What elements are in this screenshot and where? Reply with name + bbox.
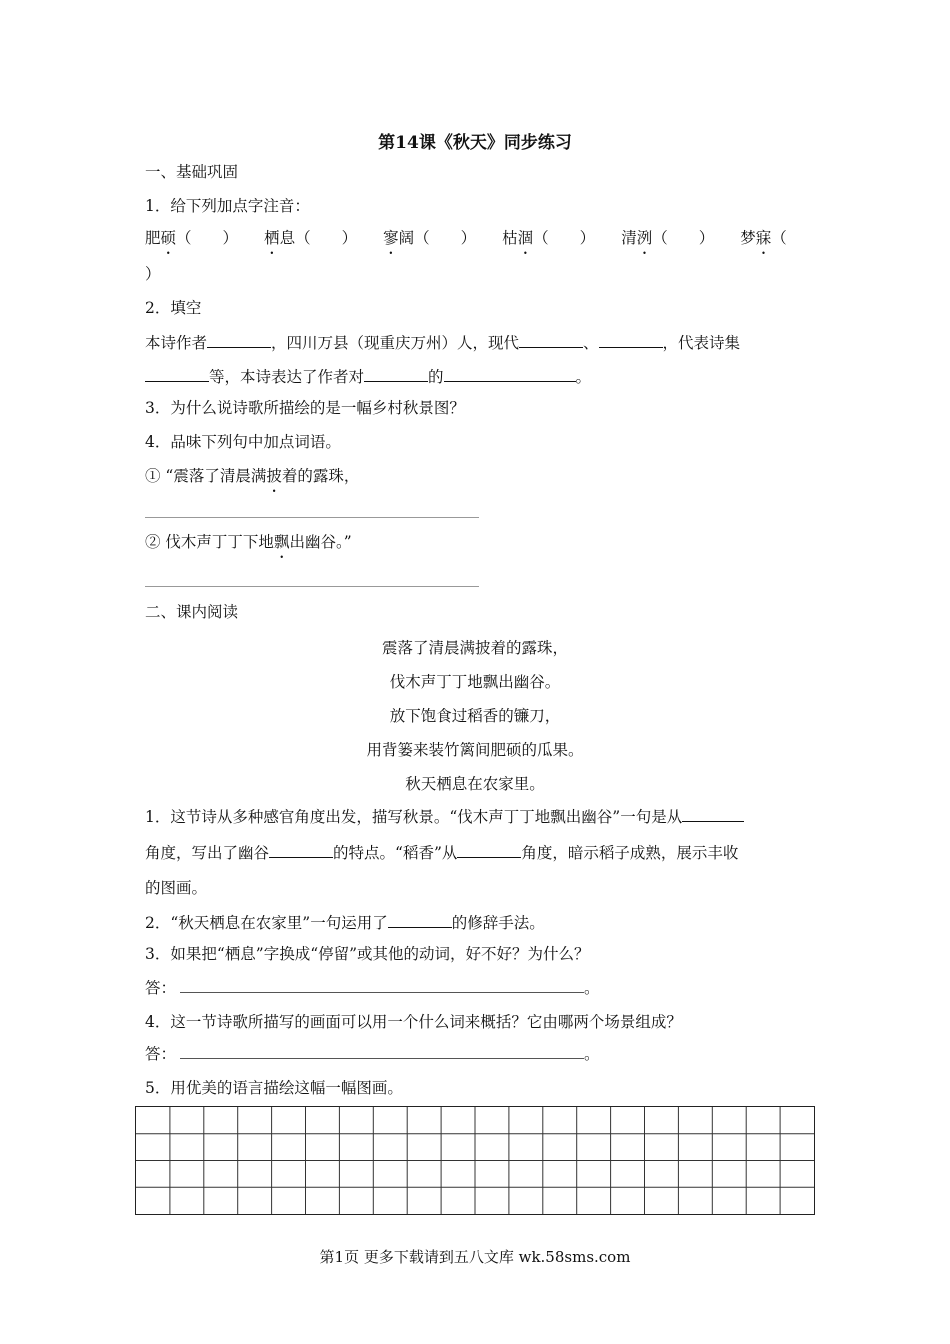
question-text: 1．这节诗从多种感官角度出发，描写秋景。“伐木声丁丁地飘出幽谷”一句是从	[145, 808, 683, 826]
dotted-char: 寐	[755, 229, 772, 247]
sentence-2	[145, 532, 352, 552]
writing-grid[interactable]	[135, 1106, 815, 1215]
reading-q4: 4．这一节诗歌所描写的画面可以用一个什么词来概括？它由哪两个场景组成？	[145, 1013, 682, 1031]
pinyin-item	[740, 229, 787, 247]
poem-line: 伐木声丁丁地飘出幽谷。	[389, 673, 561, 691]
pinyin-answer-box[interactable]: （ ）	[652, 229, 715, 247]
fill-text: 本诗作者	[145, 334, 208, 352]
dotted-char: 披	[266, 467, 282, 485]
answer-end: 。	[584, 979, 600, 997]
poem-line: 震落了清晨满披着的露珠，	[381, 639, 568, 657]
pinyin-answer-box[interactable]: （ ）	[533, 229, 596, 247]
fill-blank-author[interactable]	[207, 332, 271, 348]
pinyin-items	[145, 228, 813, 248]
grid-lines	[136, 1107, 814, 1214]
dotted-char: 飘	[273, 533, 290, 551]
reading-q3: 3．如果把“栖息”字换成“停留”或其他的动词，好不好？为什么？	[145, 945, 590, 963]
page-title: 第14课《秋天》同步练习	[378, 133, 572, 153]
word-part: 肥	[145, 229, 161, 247]
pinyin-answer-box[interactable]: （ ）	[176, 229, 239, 247]
answer-rule[interactable]	[145, 586, 479, 587]
reading-q1-line2	[145, 842, 738, 863]
fill-blank-object[interactable]	[364, 366, 428, 382]
poem-line: 放下饱食过稻香的镰刀，	[389, 707, 561, 725]
answer-end: 。	[584, 1045, 600, 1063]
fill-text: ，四川万县（现重庆万州）人，现代	[271, 334, 520, 352]
q2-label: 2．填空	[145, 299, 202, 317]
dotted-char: 硕	[160, 229, 177, 247]
question-text: 角度，暗示稻子成熟，展示丰收	[521, 844, 739, 862]
poem-line: 秋天栖息在农家里。	[405, 775, 545, 793]
fill-line-1	[145, 332, 740, 353]
dotted-char: 寥	[383, 229, 399, 247]
sentence-text: 着的露珠，	[281, 467, 360, 485]
question-text: 的特点。“稻香”从	[333, 844, 458, 862]
answer-label: 答：	[145, 1045, 177, 1063]
pinyin-item	[264, 229, 357, 247]
pinyin-answer-box[interactable]: （ ）	[414, 229, 477, 247]
pinyin-wrap: ）	[145, 265, 161, 283]
fill-text: 等，本诗表达了作者对	[209, 368, 365, 386]
fill-blank-identity-2[interactable]	[599, 332, 663, 348]
question-text: 角度，写出了幽谷	[145, 844, 270, 862]
sentence-text: 出幽谷。”	[289, 533, 352, 551]
poem-line: 用背篓来装竹篱间肥硕的瓜果。	[366, 741, 584, 759]
fill-blank-feature[interactable]	[269, 842, 333, 858]
answer-input[interactable]	[180, 1044, 584, 1059]
sentence-text: ① “震落了清晨满	[145, 467, 267, 485]
pinyin-item	[621, 229, 714, 247]
section2-heading: 二、课内阅读	[145, 603, 239, 621]
fill-line-2	[145, 366, 591, 387]
q1-label: 1．给下列加点字注音：	[145, 197, 310, 215]
q4-label: 4．品味下列句中加点词语。	[145, 433, 341, 451]
fill-blank-identity-1[interactable]	[519, 332, 583, 348]
reading-q2	[145, 912, 545, 933]
sentence-text: ② 伐木声丁丁下地	[145, 533, 274, 551]
fill-blank-collection[interactable]	[145, 366, 209, 382]
pinyin-item	[502, 229, 595, 247]
sentence-1	[145, 466, 359, 486]
word-part: 息	[279, 229, 296, 247]
word-part: 梦	[740, 229, 756, 247]
pinyin-answer-box[interactable]: （	[771, 229, 787, 247]
dotted-char: 栖	[264, 229, 280, 247]
fill-text: 、	[583, 334, 599, 352]
word-part: 阔	[398, 229, 415, 247]
answer-label: 答：	[145, 979, 177, 997]
pinyin-item	[383, 229, 476, 247]
reading-q1-line1	[145, 806, 744, 827]
section1-heading: 一、基础巩固	[145, 163, 239, 181]
answer-line-4	[145, 1044, 600, 1064]
page-footer: 第1页 更多下载请到五八文库 wk.58sms.com	[319, 1248, 631, 1266]
fill-text: 的	[428, 368, 444, 386]
answer-input[interactable]	[180, 978, 584, 993]
dotted-char: 涸	[517, 229, 534, 247]
pinyin-answer-box[interactable]: （ ）	[295, 229, 358, 247]
q3-text: 3．为什么说诗歌所描绘的是一幅乡村秋景图？	[145, 399, 465, 417]
word-part: 枯	[502, 229, 518, 247]
answer-rule[interactable]	[145, 517, 479, 518]
fill-text: ，代表诗集	[662, 334, 741, 352]
question-text: 2．“秋天栖息在农家里”一句运用了	[145, 914, 388, 932]
reading-q1-line3: 的图画。	[145, 879, 208, 897]
reading-q5: 5．用优美的语言描绘这幅一幅图画。	[145, 1079, 403, 1097]
fill-blank-rhetoric[interactable]	[388, 912, 452, 928]
fill-text: 。	[575, 368, 592, 386]
fill-blank-sense-2[interactable]	[457, 842, 521, 858]
answer-line-3	[145, 978, 600, 998]
fill-blank-sense-1[interactable]	[682, 806, 744, 822]
word-part: 清	[621, 229, 637, 247]
question-text: 的修辞手法。	[451, 914, 545, 932]
pinyin-item	[145, 229, 238, 247]
dotted-char: 洌	[636, 229, 653, 247]
fill-blank-emotion[interactable]	[444, 366, 576, 382]
